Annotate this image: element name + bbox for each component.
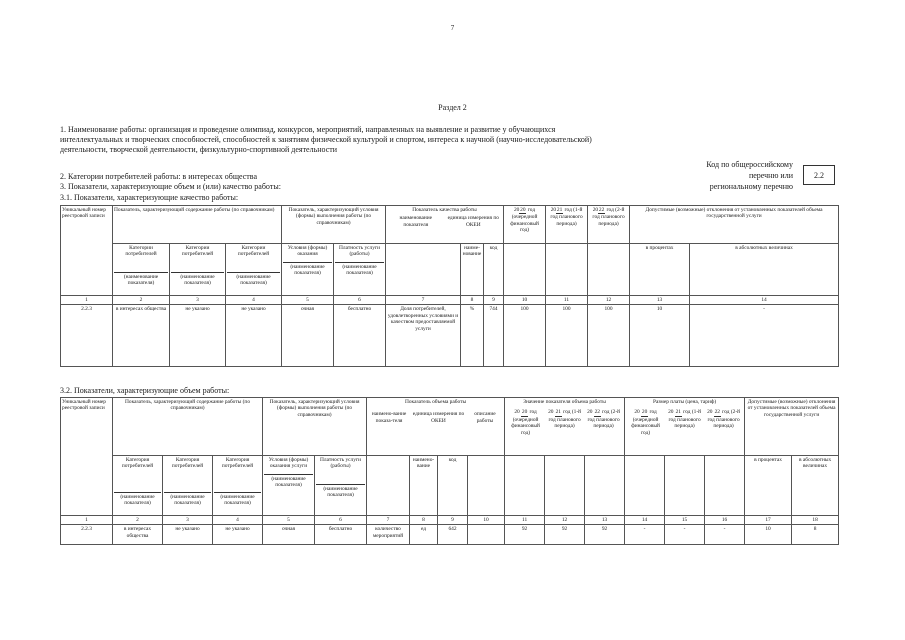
v-cell: 10 (745, 525, 792, 545)
q-cond-1-sub: (наименование показателя) (283, 262, 332, 277)
v-cat-1-sub: (наименование показателя) (114, 492, 161, 507)
v-cond-2-sub: (наименование показателя) (316, 484, 365, 499)
q-cat-1 (113, 244, 170, 296)
v-cell: количество мероприятий (367, 525, 410, 545)
v-num: 1 (61, 516, 113, 525)
q-unit-code: код (484, 244, 504, 296)
q-num: 4 (226, 296, 282, 305)
q-h-unique: Уникальный номер реестровой записи (61, 206, 113, 296)
q-cond-2-label: Платность услуги (работы) (339, 245, 381, 258)
v-h-content: Показатель, характеризующий содержание работы (по справочникам) (113, 398, 263, 456)
v-h-volume-label: Показатель объема работы (404, 399, 467, 405)
v-cell: - (625, 525, 665, 545)
v-cat-3-label: Категория потребителей (221, 457, 254, 470)
quality-title: 3.1. Показатели, характеризующие качество работы: (60, 193, 239, 202)
v-y2-v: 21 (555, 409, 561, 416)
v-cat-2-label: Категория потребителей (171, 457, 204, 470)
v-empty (505, 456, 545, 516)
v-num: 14 (625, 516, 665, 525)
q-num: 13 (630, 296, 690, 305)
v-cat-1-label: Категория потребителей (121, 457, 154, 470)
q-y2-a: 20 (550, 207, 557, 213)
v-y5 (665, 409, 704, 436)
consumers-line: 2. Категории потребителей работы: в интересах общества (60, 172, 258, 181)
q-h-quality-label: Показатель качества работы (412, 207, 477, 213)
v-num: 11 (505, 516, 545, 525)
q-y3-t: год (2-й год планового периода) (592, 207, 625, 227)
q-cat-1-label: Категории потребителей (125, 245, 157, 258)
v-h-price (625, 398, 745, 456)
q-cat-3 (226, 244, 282, 296)
v-y5-t: год (1-й год планового периода) (668, 409, 702, 430)
q-num: 9 (484, 296, 504, 305)
v-empty (705, 456, 745, 516)
v-num: 3 (163, 516, 213, 525)
q-cond-1-label: Условия (формы) оказания (287, 245, 328, 258)
v-h-unit: единица измерения по ОКЕИ (412, 411, 465, 424)
q-cell: 744 (484, 305, 504, 367)
q-num: 2 (113, 296, 170, 305)
q-empty-y3 (588, 244, 630, 296)
v-y3-v: 22 (594, 409, 600, 416)
q-h-quality-sub (387, 215, 502, 228)
v-y2-t: год (1-й год планового периода) (548, 409, 582, 430)
q-cat-1-sub: (наименование показателя) (114, 272, 168, 287)
v-empty (585, 456, 625, 516)
q-h-year2 (546, 206, 588, 244)
v-cell: бесплатно (315, 525, 367, 545)
q-pct: в процентах (630, 244, 690, 296)
quality-table (60, 205, 839, 367)
q-h-year1 (504, 206, 546, 244)
v-cell: - (705, 525, 745, 545)
kod-label (678, 159, 793, 192)
v-h-value-label: Значение показателя объема работы (523, 399, 606, 405)
v-cell: - (665, 525, 705, 545)
q-h-quality (386, 206, 504, 244)
q-num: 3 (170, 296, 226, 305)
v-h-volume (367, 398, 505, 456)
page-number: 7 (450, 24, 455, 32)
v-num: 16 (705, 516, 745, 525)
v-h-price-years (626, 409, 743, 436)
q-h-content: Показатель, характеризующий содержание работы (по справочникам) (113, 206, 282, 244)
q-data-row (61, 305, 839, 367)
q-h-name: наименование показателя (399, 215, 433, 228)
v-cond-1-sub: (наименование показателя) (264, 474, 313, 489)
q-cell: очная (282, 305, 334, 367)
volume-table (60, 397, 839, 545)
v-h-desc: описание работы (474, 411, 496, 424)
q-cat-3-label: Категории потребителей (237, 245, 270, 258)
indicators-title: 3. Показатели, характеризующие объем и (или) качество работы: (60, 182, 281, 191)
v-cell: не указано (213, 525, 263, 545)
q-y3-v: 22 (598, 207, 605, 213)
v-h-value-years (506, 409, 623, 436)
kod-label-line-2: перечню или (748, 171, 793, 180)
kod-label-line-1: Код по общероссийскому (706, 160, 793, 169)
q-cell: не указано (170, 305, 226, 367)
v-empty (625, 456, 665, 516)
v-y1-a: 20 (514, 409, 520, 416)
v-abs: в абсолютных величинах (792, 456, 839, 516)
q-y1-t: год (очередной финансовый год) (510, 207, 539, 234)
q-num: 10 (504, 296, 546, 305)
work-name-line-3: деятельности, творческой деятельности, физкультурно-спортивной деятельности (60, 145, 338, 154)
section-title: Раздел 2 (438, 103, 467, 112)
q-num: 8 (461, 296, 484, 305)
kod-value: 2.2 (803, 165, 835, 185)
v-y3-a: 20 (587, 409, 593, 416)
q-num-row (61, 296, 839, 305)
q-cat-3-sub: (наименование показателя) (227, 272, 280, 287)
v-cond-2 (315, 456, 367, 516)
v-num: 15 (665, 516, 705, 525)
q-num: 14 (690, 296, 839, 305)
v-cond-2-label: Платность услуги (работы) (320, 457, 362, 470)
v-y1-t: год (очередной финансовый год) (511, 409, 540, 436)
v-num: 12 (545, 516, 585, 525)
v-y3 (584, 409, 623, 436)
v-h-volume-sub (368, 411, 503, 424)
q-h-year3 (588, 206, 630, 244)
v-h-conditions: Показатель, характеризующий условия (формы) выполнения работы (по справочникам) (263, 398, 367, 456)
v-y6-v: 22 (714, 409, 720, 416)
q-cell: в интересах общества (113, 305, 170, 367)
q-num: 7 (386, 296, 461, 305)
v-cell: 92 (585, 525, 625, 545)
q-abs: в абсолютных величинах (690, 244, 839, 296)
v-cell: 8 (792, 525, 839, 545)
q-cell: не указано (226, 305, 282, 367)
work-name-line-1: 1. Наименование работы: организация и проведение олимпиад, конкурсов, мероприятий, направленных на выявление и развитие у обучающихся (60, 125, 556, 134)
q-empty-name (386, 244, 461, 296)
q-cell: 10 (630, 305, 690, 367)
v-h-price-label: Размер платы (цена, тариф) (652, 399, 717, 405)
q-num: 6 (334, 296, 386, 305)
q-num: 12 (588, 296, 630, 305)
v-h-name: наимено-вание показа-теля (371, 411, 407, 424)
v-y1 (506, 409, 545, 436)
v-data-row (61, 525, 839, 545)
q-empty-y2 (546, 244, 588, 296)
v-unit-code: код (438, 456, 468, 516)
volume-title: 3.2. Показатели, характеризующие объем работы: (60, 386, 230, 395)
work-name-line-2: интеллектуальных и творческих способностей, способностей к занятиям физической культурой и спортом, интереса к научной (научно-исследовательской) (60, 135, 592, 144)
v-num: 9 (438, 516, 468, 525)
v-y6-t: год (2-й год планового периода) (707, 409, 741, 430)
v-num: 10 (468, 516, 505, 525)
v-y4-v: 20 (641, 409, 648, 416)
v-y4-a: 20 (634, 409, 640, 416)
q-num: 5 (282, 296, 334, 305)
v-cond-1-label: Условия (формы) оказания услуги (268, 457, 309, 470)
q-h-conditions: Показатель, характеризующий условия (формы) выполнения работы (по справочникам) (282, 206, 386, 244)
q-cell: - (690, 305, 839, 367)
q-y2-t: год (1-й год планового периода) (550, 207, 583, 227)
v-num-row (61, 516, 839, 525)
v-y4-t: год (очередной финансовый год) (631, 409, 660, 436)
v-num: 4 (213, 516, 263, 525)
v-y3-t: год (2-й год планового периода) (587, 409, 621, 430)
v-cell: в интересах общества (113, 525, 163, 545)
q-cat-2-sub: (наименование показателя) (171, 272, 224, 287)
q-y1-a: 20 (513, 207, 520, 213)
v-num: 2 (113, 516, 163, 525)
v-num: 8 (410, 516, 438, 525)
v-cell: 642 (438, 525, 468, 545)
v-h-unique: Уникальный номер реестровой записи (61, 398, 113, 516)
q-cat-2 (170, 244, 226, 296)
q-empty-y1 (504, 244, 546, 296)
q-h-deviation: Допустимые (возможные) отклонения от установленных показателей объема государственной услуги (630, 206, 839, 244)
v-cat-3-sub: (наименование показателя) (214, 492, 261, 507)
v-cat-2 (163, 456, 213, 516)
q-cond-1 (282, 244, 334, 296)
v-y6 (704, 409, 743, 436)
q-cell: Доля потребителей, удовлетворенных условиями и качеством предоставляемой услуги (386, 305, 461, 367)
q-cell: 100 (504, 305, 546, 367)
q-cell: 100 (588, 305, 630, 367)
v-num: 18 (792, 516, 839, 525)
v-unit-name: наимено-вание (410, 456, 438, 516)
v-pct: в процентах (745, 456, 792, 516)
v-cell: 92 (505, 525, 545, 545)
kod-label-line-3: региональному перечню (709, 182, 793, 191)
v-empty (665, 456, 705, 516)
v-num: 17 (745, 516, 792, 525)
v-y5-a: 20 (668, 409, 674, 416)
v-y5-v: 21 (675, 409, 681, 416)
v-cat-2-sub: (наименование показателя) (164, 492, 211, 507)
q-num: 11 (546, 296, 588, 305)
q-y1-v: 20 (520, 207, 526, 213)
v-cat-1 (113, 456, 163, 516)
v-cond-1 (263, 456, 315, 516)
q-cond-2-sub: (наименование показателя) (335, 262, 384, 277)
q-h-unit: единица измерения по ОКЕИ (447, 215, 499, 228)
v-empty-name (367, 456, 410, 516)
v-y2 (545, 409, 584, 436)
v-cell: 92 (545, 525, 585, 545)
v-num: 13 (585, 516, 625, 525)
v-h-deviation: Допустимые (возможные) отклонения от установленных показателей объема государственной услуги (745, 398, 839, 456)
q-cond-2 (334, 244, 386, 296)
v-cell: ед (410, 525, 438, 545)
v-cell: очная (263, 525, 315, 545)
q-cell: 2.2.3 (61, 305, 113, 367)
v-empty (545, 456, 585, 516)
v-cat-3 (213, 456, 263, 516)
q-cell: % (461, 305, 484, 367)
v-cell: 2.2.3 (61, 525, 113, 545)
q-y2-v: 21 (556, 207, 563, 213)
v-num: 6 (315, 516, 367, 525)
q-y3-a: 20 (592, 207, 599, 213)
v-y6-a: 20 (707, 409, 713, 416)
q-cell: бесплатно (334, 305, 386, 367)
q-unit-name: наиме-нование (461, 244, 484, 296)
q-num: 1 (61, 296, 113, 305)
q-cat-2-label: Категории потребителей (181, 245, 214, 258)
v-num: 5 (263, 516, 315, 525)
v-cell: не указано (163, 525, 213, 545)
q-cell: 100 (546, 305, 588, 367)
v-num: 7 (367, 516, 410, 525)
v-y4 (626, 409, 665, 436)
v-h-value (505, 398, 625, 456)
v-cell (468, 525, 505, 545)
v-empty-desc (468, 456, 505, 516)
v-y1-v: 20 (521, 409, 528, 416)
v-y2-a: 20 (548, 409, 554, 416)
